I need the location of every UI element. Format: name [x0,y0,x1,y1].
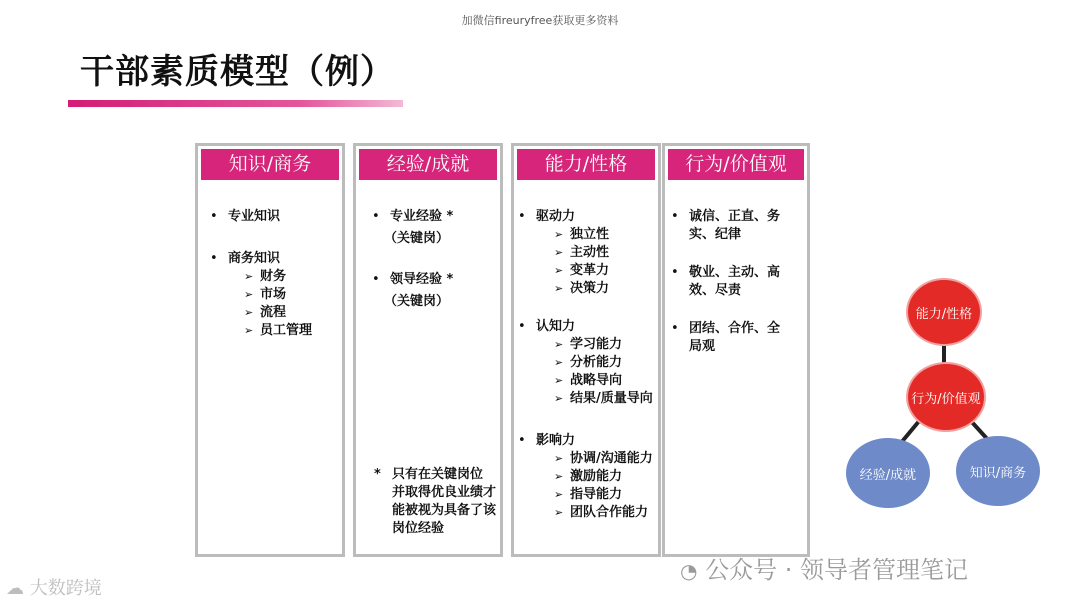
wechat-icon: ◔ [680,559,698,583]
brand-watermark [6,574,102,600]
list-item: ➢ 主动性 [570,244,609,262]
list-item: ➢ 协调/沟通能力 [570,450,653,468]
list-item: ➢ 激励能力 [570,468,622,486]
column-header: 行为/价值观 [668,149,804,180]
column-behavior [662,143,810,557]
footnote-line: 并取得优良业绩才 [392,485,497,500]
list-item: ➢ 团队合作能力 [570,504,648,522]
column-header: 能力/性格 [517,149,655,180]
slide-title: 干部素质模型（例） [80,52,395,92]
list-item: 效、尽责 [689,283,742,298]
column-header: 知识/商务 [201,149,339,180]
list-item: ➢ 结果/质量导向 [570,390,653,408]
list-item: ➢ 决策力 [570,280,609,298]
list-item: ➢ 财务 [260,268,286,286]
list-item: 局观 [689,339,716,354]
list-item: • 专业经验 * [390,208,453,226]
footnote-line: * 只有在关键岗位 [392,466,483,484]
list-item: • 认知力 [536,318,575,336]
column-knowledge [195,143,345,557]
list-item: ➢ 员工管理 [260,322,312,340]
footnote-line: 能被视为具备了该 [392,503,497,518]
list-item: ➢ 变革力 [570,262,609,280]
diagram-node-experience: 经验/成就 [846,438,930,508]
list-item: ➢ 分析能力 [570,354,622,372]
title-underline [68,100,403,107]
watermark-text: 公众号 · 领导者管理笔记 [705,556,968,584]
list-item: （关键岗） [384,231,450,246]
column-experience [353,143,503,557]
list-item: （关键岗） [384,294,450,309]
footnote-line: 岗位经验 [392,521,445,536]
watermark-text: 大数跨境 [29,578,102,599]
list-item: • 影响力 [536,432,575,450]
list-item: • 领导经验 * [390,271,453,289]
list-item: • 商务知识 [228,250,280,268]
list-item: • 团结、合作、全 [689,320,780,338]
top-note: 加微信fireuryfree获取更多资料 [461,14,619,27]
list-item: • 诚信、正直、务 [689,208,780,226]
list-item: • 专业知识 [228,208,280,226]
list-item: ➢ 流程 [260,304,286,322]
column-header: 经验/成就 [359,149,497,180]
list-item: ➢ 战略导向 [570,372,622,390]
diagram-node-knowledge: 知识/商务 [956,436,1040,506]
list-item: ➢ 独立性 [570,226,609,244]
list-item: • 驱动力 [536,208,575,226]
list-item: ➢ 学习能力 [570,336,622,354]
diagram-node-behavior: 行为/价值观 [908,364,984,430]
wechat-watermark [680,550,968,585]
list-item: 实、纪律 [689,227,742,242]
diagram-node-ability: 能力/性格 [908,280,980,344]
list-item: • 敬业、主动、高 [689,264,780,282]
list-item: ➢ 指导能力 [570,486,622,504]
column-ability [511,143,661,557]
logo-icon: ☁ [6,578,24,599]
list-item: ➢ 市场 [260,286,286,304]
